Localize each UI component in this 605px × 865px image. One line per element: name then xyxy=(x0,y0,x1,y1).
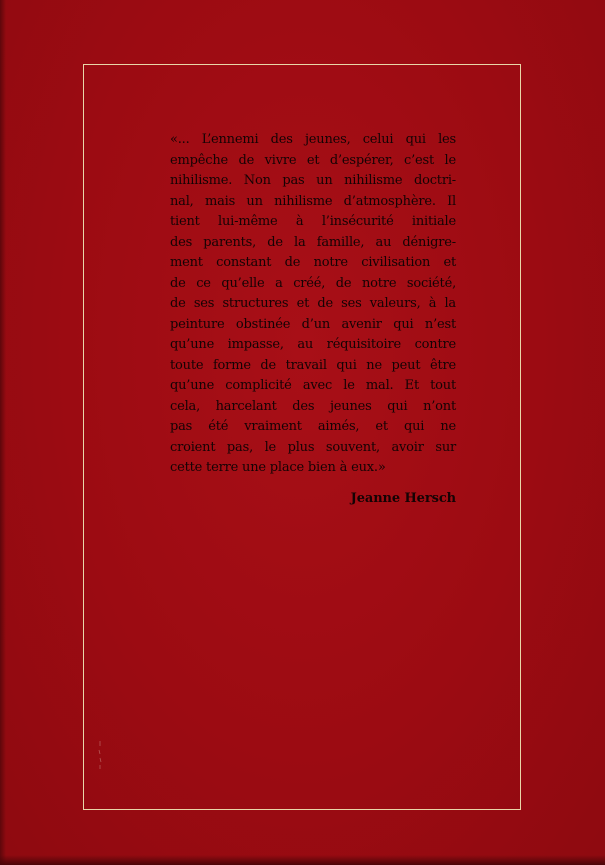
quote-line: «... L’ennemi des jeunes, celui qui les xyxy=(170,132,456,147)
quote-line: des parents, de la famille, au dénigre- xyxy=(170,234,456,250)
quote-line: tient lui-même à l’insécurité initiale xyxy=(170,214,456,229)
quote-line: ment constant de notre civilisation et xyxy=(170,255,456,270)
quote-line: nal, mais un nihilisme d’atmosphère. Il xyxy=(170,193,456,209)
quote-line: qu’une impasse, au réquisitoire contre xyxy=(170,337,456,352)
quote-line: cette terre une place bien à eux.» xyxy=(170,460,386,475)
quote-line: toute forme de travail qui ne peut être xyxy=(170,357,456,373)
quote-line: peinture obstinée d’un avenir qui n’est xyxy=(170,316,456,332)
quote-line: de ce qu’elle a créé, de notre société, xyxy=(170,275,456,291)
quote-line: de ses structures et de ses valeurs, à la xyxy=(170,296,456,311)
quote-line: croient pas, le plus souvent, avoir sur xyxy=(170,439,456,455)
cover-scratch-mark xyxy=(96,740,104,770)
quote-line: qu’une complicité avec le mal. Et tout xyxy=(170,378,456,393)
cover-bottom-edge-shadow xyxy=(0,855,605,865)
quote-line: empêche de vivre et d’espérer, c’est le xyxy=(170,152,456,168)
quote-line: nihilisme. Non pas un nihilisme doctri- xyxy=(170,173,456,188)
quote-author: Jeanne Hersch xyxy=(350,491,456,506)
quote-text-block xyxy=(170,130,456,479)
quote-line: pas été vraiment aimés, et qui ne xyxy=(170,419,456,434)
quote-line: cela, harcelant des jeunes qui n’ont xyxy=(170,398,456,414)
cover-left-edge-shadow xyxy=(0,0,6,865)
